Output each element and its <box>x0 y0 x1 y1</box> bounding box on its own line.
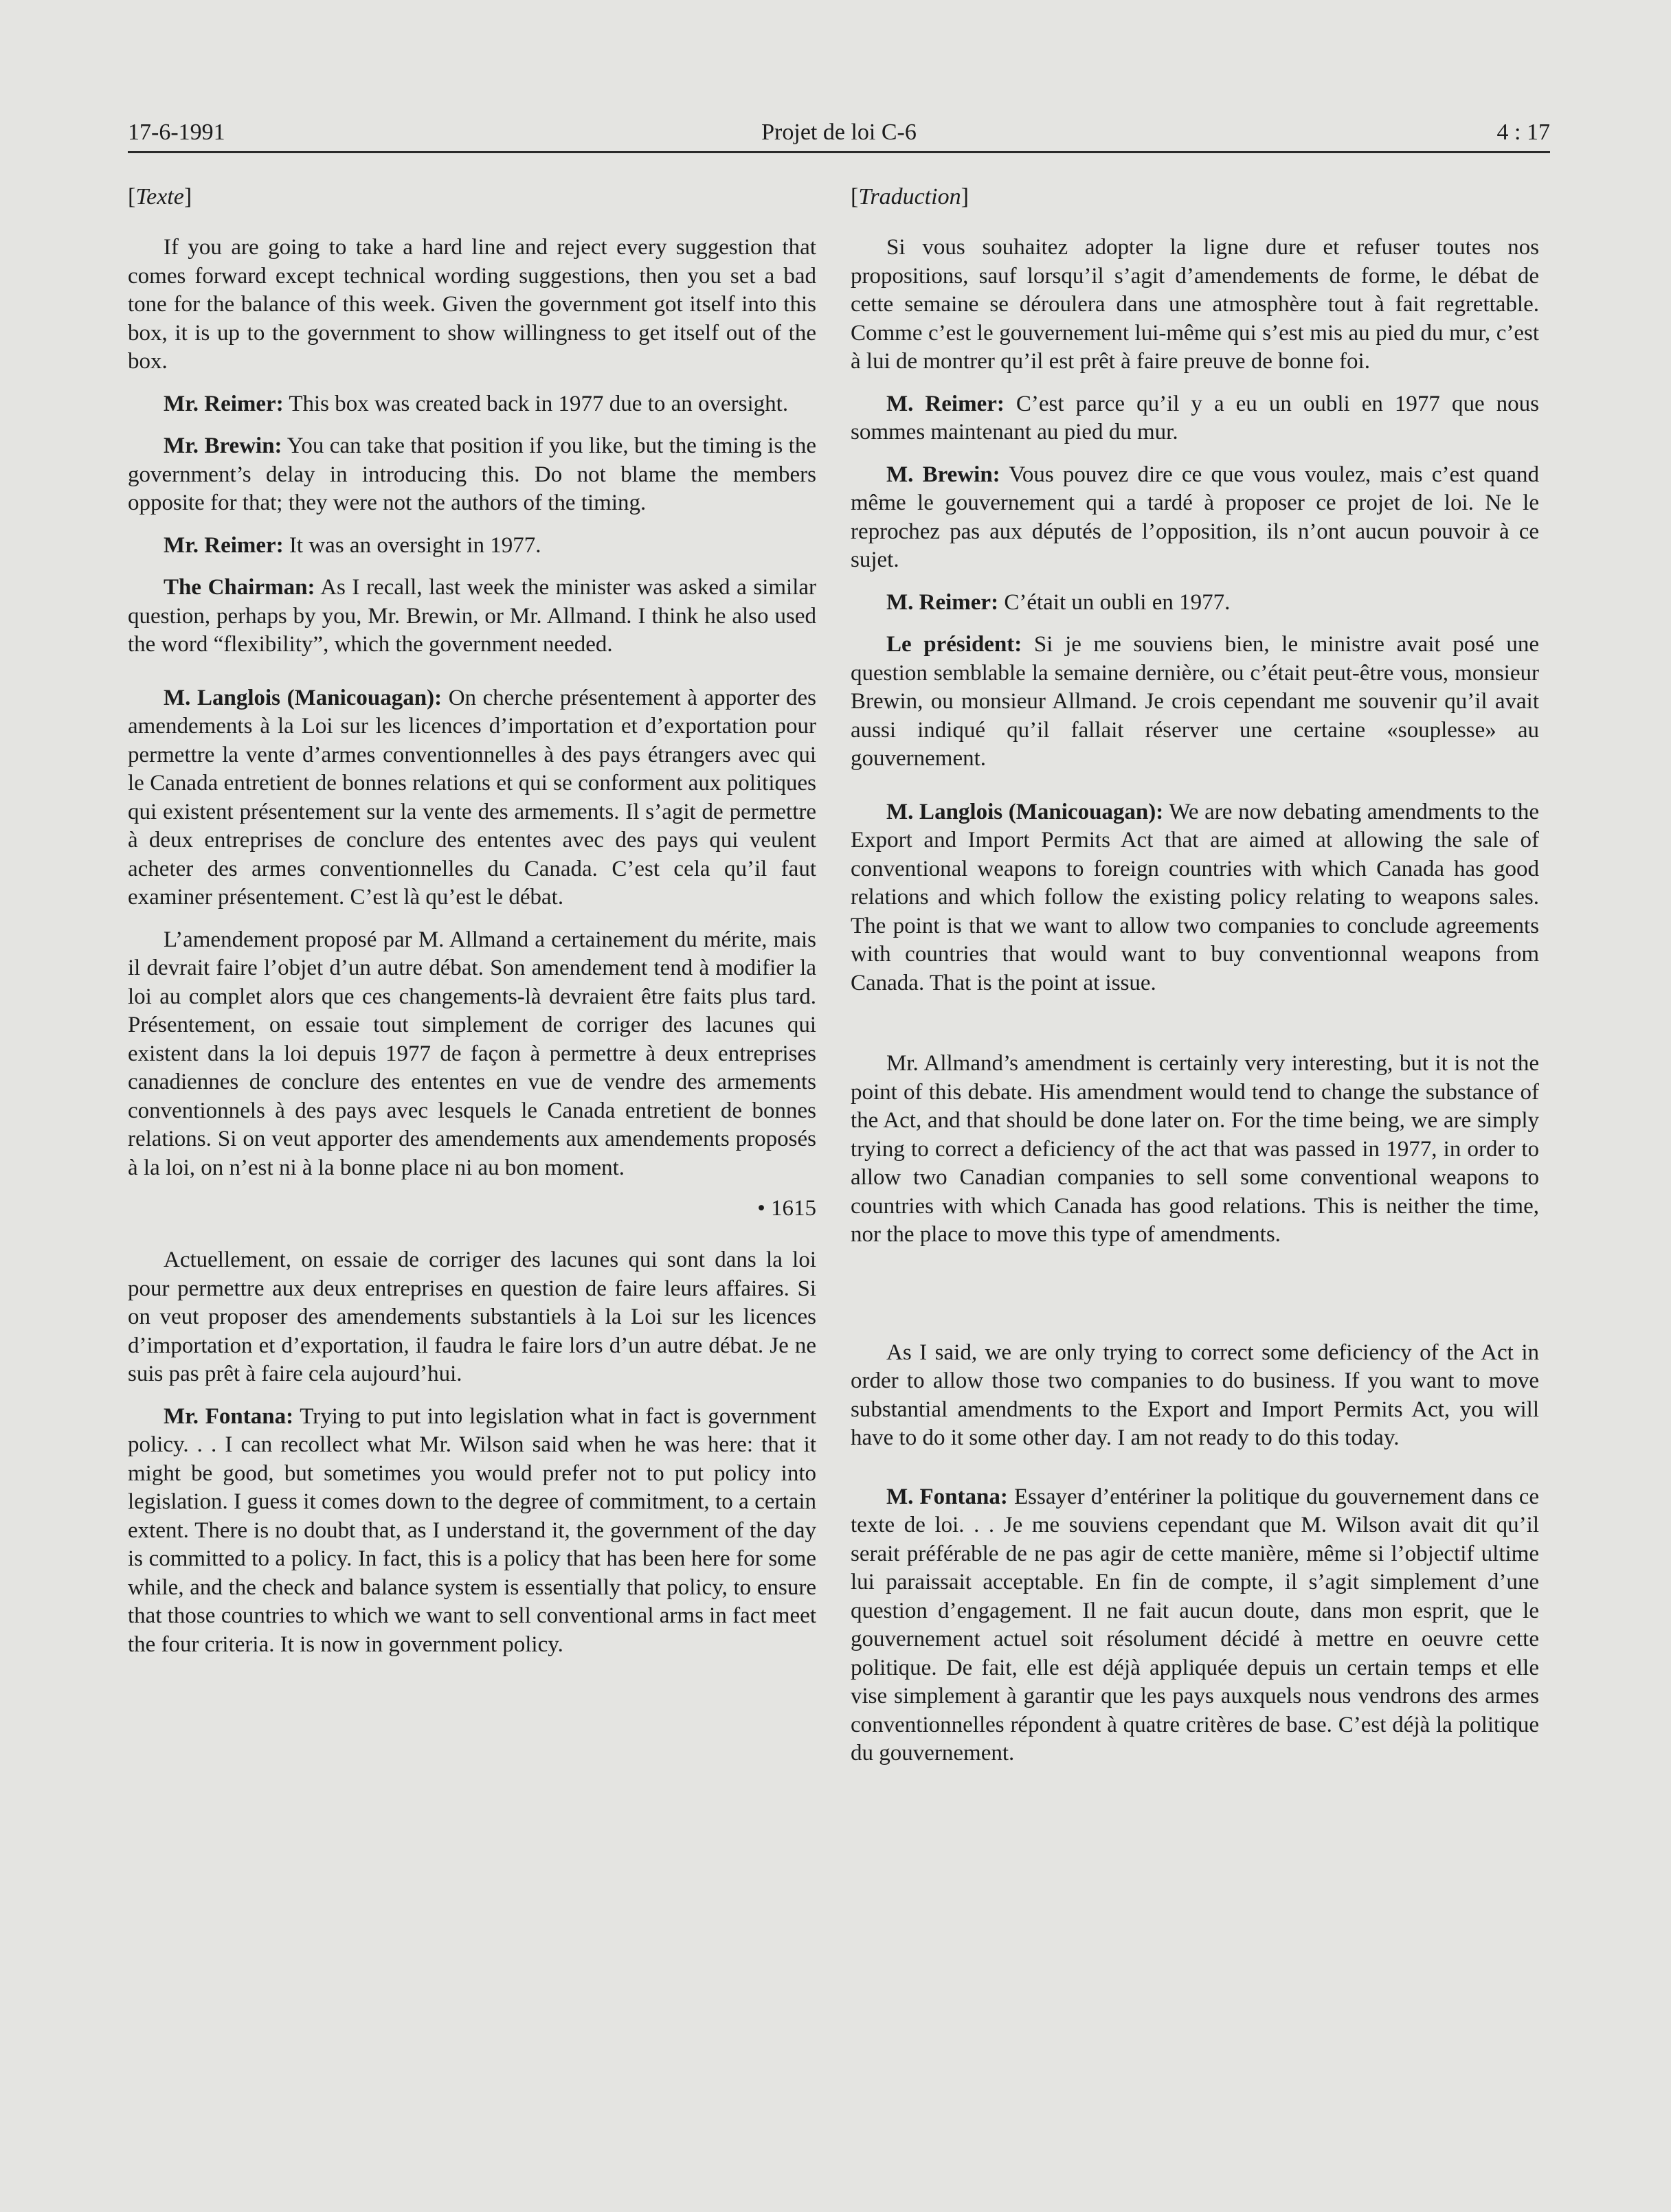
speaker-name: Mr. Brewin: <box>164 433 282 458</box>
speaker-name: Le président: <box>886 632 1022 657</box>
time-marker: • 1615 <box>757 1196 816 1221</box>
paragraph: L’amendement proposé par M. Allmand a certainement du mérite, mais il devrait faire l’objet d’un autre débat. Son amendement tend à modifier la loi au complet alors que ces changements-là devraient être faits plus tard. Présentement, on essaie tout simplement de corriger des lacunes qui existent dans la loi depuis 1977 de façon à permettre à deux entreprises canadiennes de conclure des ententes en vue de vendre des armements conventionnels à des pays avec lesquels le Canada entretient de bonnes relations. Si on veut apporter des amendements aux amendements proposés à la loi, on n’est ni à la bonne place ni au bon moment. <box>128 927 816 1180</box>
paragraph: Mr. Reimer: This box was created back in 1977 due to an oversight. <box>164 391 789 416</box>
paragraph: Actuellement, on essaie de corriger des lacunes qui sont dans la loi pour permettre aux deux entreprises en question de faire leurs affaires. Si on veut proposer des amendements substantiels à la Loi sur les licences d’importation et d’exportation, il faudra le faire lors d’un autre débat. Je ne suis pas prêt à faire cela aujourd’hui. <box>128 1248 816 1386</box>
paragraph: M. Langlois (Manicouagan): We are now debating amendments to the Export and Import Permits Act that are aimed at allowing the sale of conventional weapons to foreign countries with which Canada has good relations and which follow the existing policy relating to weapons sales. The point is that we want to allow two companies to conclude agreements with countries that would want to buy conventionnal weapons from Canada. That is the point at issue. <box>851 799 1540 995</box>
paragraph: As I said, we are only trying to correct some deficiency of the Act in order to allow those two companies to do business. If you want to move substantial amendments to the Export and Import Permits Act, you will have to do it some other day. I am not ready to do this today. <box>851 1340 1539 1450</box>
speaker-name: The Chairman: <box>164 575 315 600</box>
speaker-name: M. Reimer: <box>886 589 999 615</box>
right-column <box>851 184 1539 1782</box>
paragraph: If you are going to take a hard line and reject every suggestion that comes forward except technical wording suggestions, then you set a bad tone for the balance of this week. Given the government got itself into this box, it is up to the government to show willingness to get itself out of the box. <box>128 235 816 374</box>
paragraph: Mr. Brewin: You can take that position if you like, but the timing is the government’s delay in introducing this. Do not blame the members opposite for that; they were not the authors of the timing. <box>128 433 816 515</box>
paragraph: Si vous souhaitez adopter la ligne dure et refuser toutes nos propositions, sauf lorsqu’il s’agit d’amendements de forme, le débat de cette semaine se déroulera dans une atmosphère tout à fait regrettable. Comme c’est le gouvernement lui-même qui s’est mis au pied du mur, c’est à lui de montrer qu’il est prêt à faire preuve de bonne foi. <box>851 235 1539 374</box>
paragraph: Mr. Allmand’s amendment is certainly very interesting, but it is not the point of this debate. His amendment would tend to change the substance of the Act, and that should be done later on. For the time being, we are simply trying to correct a deficiency of the act that was passed in 1977, in order to allow two Canadian companies to sell some conventional weapons to countries with which Canada has good relations. This is neither the time, nor the place to move this type of amendments. <box>851 1051 1539 1247</box>
paragraph: The Chairman: As I recall, last week the minister was asked a similar question, perhaps by you, Mr. Brewin, or Mr. Allmand. I think he also used the word “flexibility”, which the government needed. <box>128 575 816 657</box>
right-language-label: [Traduction] <box>851 184 969 210</box>
speaker-name: M. Brewin: <box>886 462 1000 487</box>
header-date: 17-6-1991 <box>128 120 225 145</box>
speaker-name: M. Fontana: <box>886 1484 1008 1509</box>
speaker-name: Mr. Fontana: <box>164 1403 294 1429</box>
paragraph: M. Fontana: Essayer d’entériner la politique du gouvernement dans ce texte de loi. . . Je me souviens cependant que M. Wilson avait dit qu’il serait préférable de ne pas agir de cette manière, même si l’objectif ultime lui paraissait acceptable. En fin de compte, il s’agit simplement d’une question d’engagement. Il ne fait aucun doute, dans mon esprit, que le gouvernement actuel soit résolument décidé à mettre en oeuvre cette politique. De fait, elle est déjà appliquée depuis un certain temps et elle vise simplement à garantir que les pays auxquels nous vendrons des armes conventionnelles répondent à quatre critères de base. C’est déjà la politique du gouvernement. <box>851 1484 1539 1765</box>
paragraph: Mr. Reimer: It was an oversight in 1977. <box>164 532 541 558</box>
page-header <box>128 110 1550 153</box>
speaker-name: M. Langlois (Manicouagan): <box>886 799 1164 824</box>
paragraph: M. Reimer: C’est parce qu’il y a eu un oubli en 1977 que nous sommes maintenant au pied du mur. <box>851 391 1539 444</box>
header-title: Projet de loi C-6 <box>761 120 917 145</box>
paragraph: M. Reimer: C’était un oubli en 1977. <box>886 589 1231 615</box>
left-column <box>128 184 816 1673</box>
paragraph: M. Langlois (Manicouagan): On cherche présentement à apporter des amendements à la Loi sur les licences d’importation et d’exportation pour permettre la vente d’armes conventionnelles à des pays étrangers avec qui le Canada entretient de bonnes relations et qui se conforment aux politiques qui existent présentement sur la vente des armements. Il s’agit de permettre à deux entreprises de conclure des ententes avec des pays qui veulent acheter des armes conventionnelles du Canada. C’est cela qu’il faut examiner présentement. C’est là qu’est le débat. <box>128 685 816 910</box>
paragraph: M. Brewin: Vous pouvez dire ce que vous voulez, mais c’est quand même le gouvernement qui a tardé à proposer ce projet de loi. Ne le reprochez pas aux députés de l’opposition, ils n’ont aucun pouvoir à ce sujet. <box>851 462 1540 572</box>
spacer <box>851 1263 1539 1339</box>
header-page-number: 4 : 17 <box>1496 120 1550 145</box>
spacer <box>851 1011 1539 1050</box>
paragraph: Le président: Si je me souviens bien, le ministre avait posé une question semblable la semaine dernière, ou c’était peut-être vous, monsieur Brewin, ou monsieur Allmand. Je crois cependant me souvenir qu’il avait aussi indiqué qu’il fallait réserver une certaine «souplesse» au gouvernement. <box>851 632 1540 771</box>
paragraph: Mr. Fontana: Trying to put into legislation what in fact is government policy. . . I can recollect what Mr. Wilson said when he was here: that it might be good, but sometimes you would prefer not to put policy into legislation. I guess it comes down to the degree of commitment, to a certain extent. There is no doubt that, as I understand it, the government of the day is committed to a policy. In fact, this is a policy that has been here for some while, and the check and balance system is essentially that policy, to ensure that those countries to which we want to sell conventional arms in fact meet the four criteria. It is now in government policy. <box>128 1403 816 1657</box>
speaker-name: M. Langlois (Manicouagan): <box>164 685 442 710</box>
left-language-label: [Texte] <box>128 184 192 210</box>
speaker-name: Mr. Reimer: <box>164 391 284 416</box>
speaker-name: M. Reimer: <box>886 391 1005 416</box>
speaker-name: Mr. Reimer: <box>164 532 284 558</box>
